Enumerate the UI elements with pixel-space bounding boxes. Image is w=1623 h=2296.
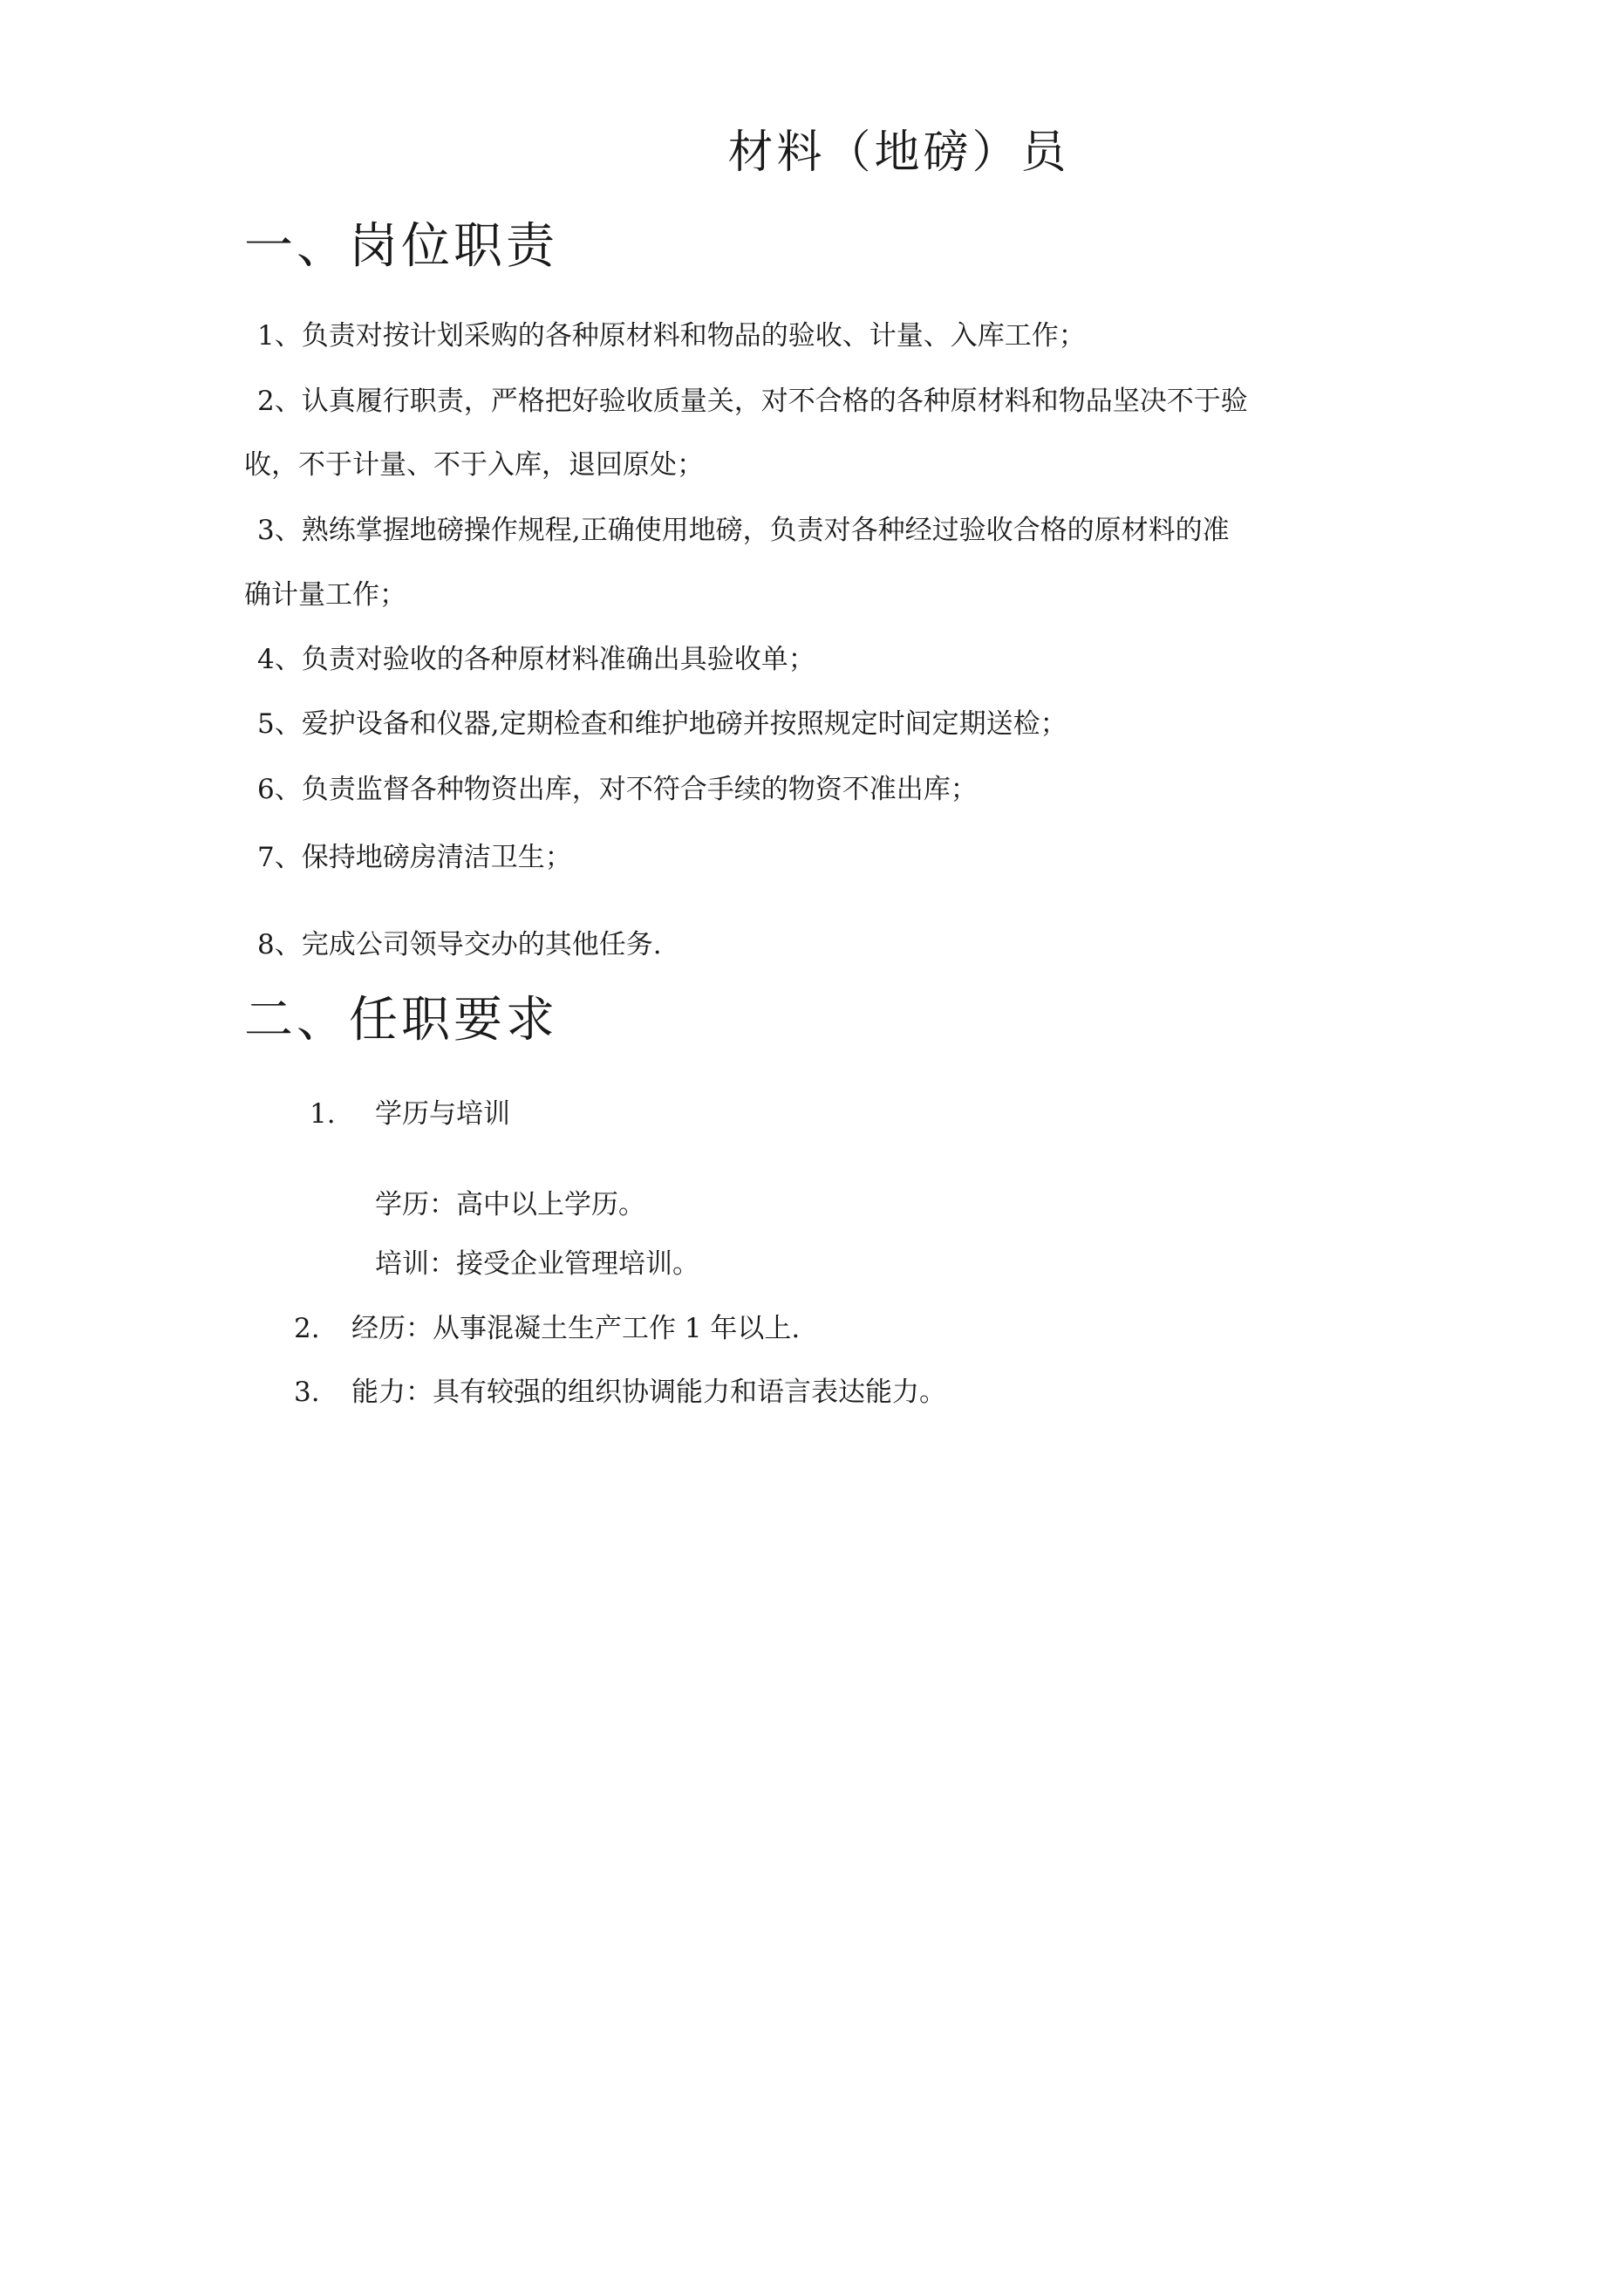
requirement-experience: 经历：从事混凝土生产工作 1 年以上. <box>351 1313 801 1344</box>
duty-item-3-cont: 确计量工作； <box>244 579 406 611</box>
section-heading-duties: 一、岗位职责 <box>244 218 558 275</box>
duty-item-8: 8、完成公司领导交办的其他任务. <box>257 929 662 960</box>
requirement-education-training: 学历与培训 <box>375 1098 510 1130</box>
document-title: 材料（地磅）员 <box>727 126 1070 179</box>
requirement-ability: 能力：具有较强的组织协调能力和语言表达能力。 <box>351 1377 946 1408</box>
duty-item-3: 3、熟练掌握地磅操作规程,正确使用地磅，负责对各种经过验收合格的原材料的准 <box>257 515 1230 546</box>
requirement-number-1: 1. <box>310 1098 336 1130</box>
section-heading-requirements: 二、任职要求 <box>244 992 558 1049</box>
duty-item-7: 7、保持地磅房清洁卫生； <box>257 842 572 873</box>
duty-item-5: 5、爱护设备和仪器,定期检查和维护地磅并按照规定时间定期送检； <box>257 708 1067 740</box>
duty-item-4: 4、负责对验收的各种原材料准确出具验收单； <box>257 644 815 675</box>
duty-item-2: 2、认真履行职责，严格把好验收质量关，对不合格的各种原材料和物品坚决不于验 <box>257 386 1248 417</box>
duty-item-2-cont: 收，不于计量、不于入库，退回原处； <box>244 449 704 481</box>
requirement-education: 学历：高中以上学历。 <box>375 1189 645 1220</box>
duty-item-1: 1、负责对按计划采购的各种原材料和物品的验收、计量、入库工作； <box>257 320 1086 352</box>
duty-item-6: 6、负责监督各种物资出库，对不符合手续的物资不准出库； <box>257 774 978 805</box>
requirement-number-2: 2. <box>294 1313 320 1344</box>
requirement-number-3: 3. <box>294 1377 320 1408</box>
requirement-training: 培训：接受企业管理培训。 <box>375 1248 699 1280</box>
